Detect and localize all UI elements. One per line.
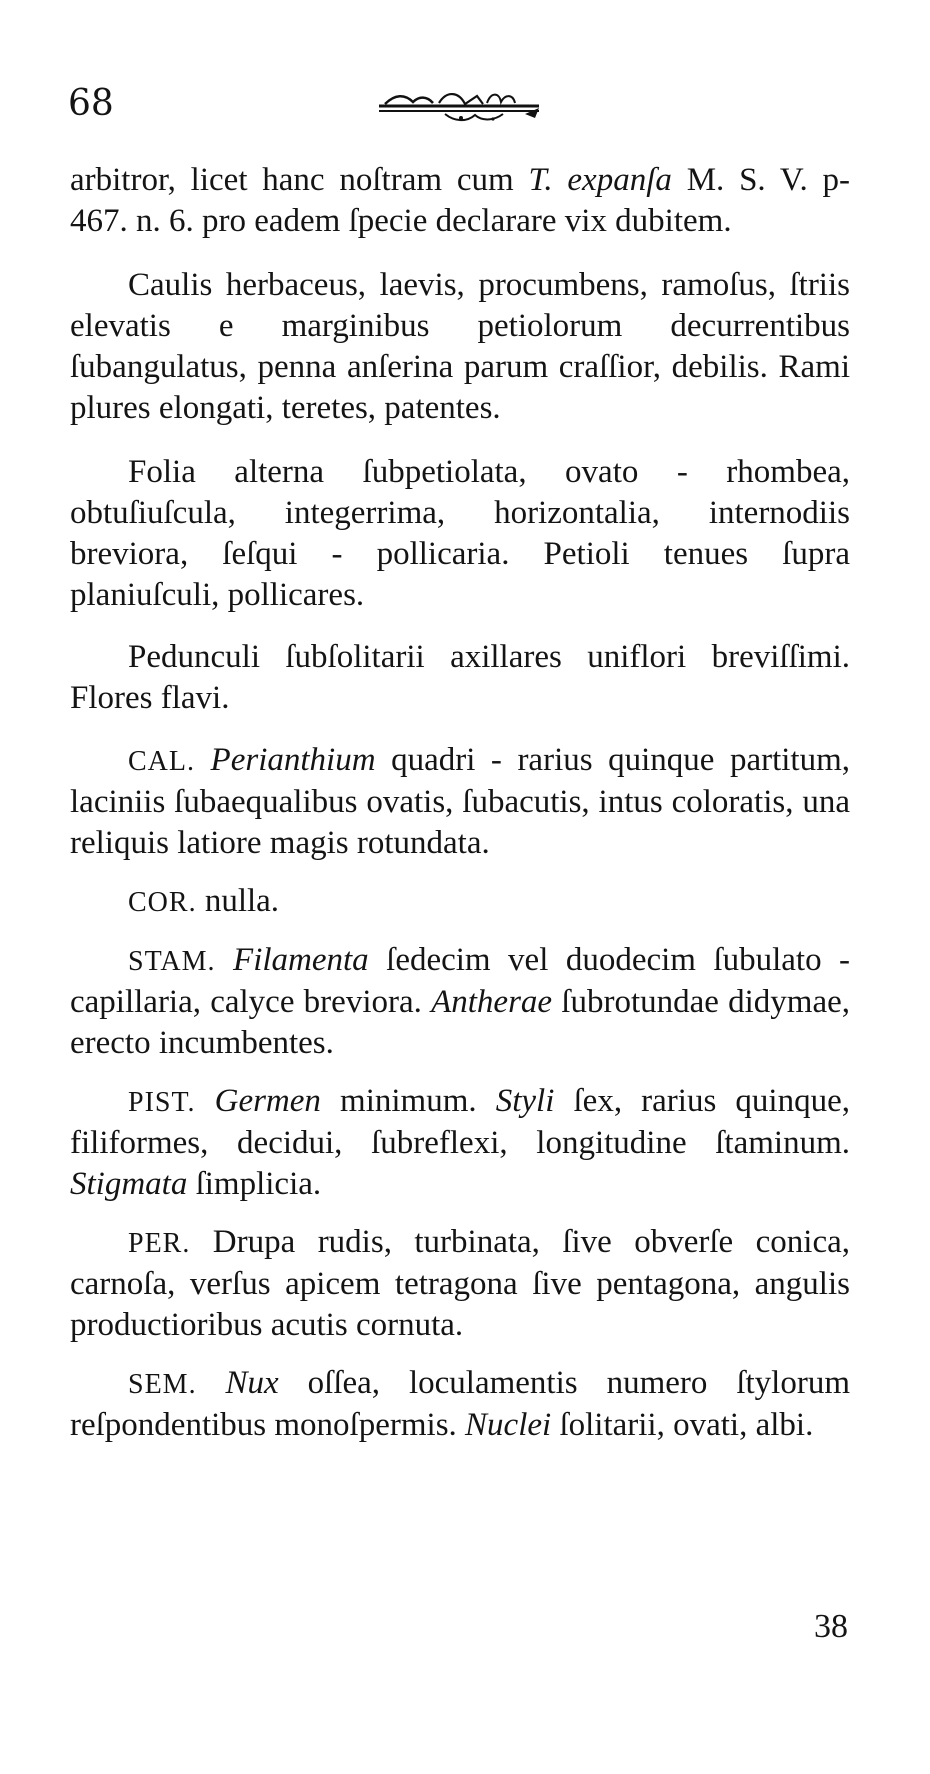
section-text: ſubrotundae didymae, erecto incumbentes. [70, 984, 850, 1061]
species-reference: T. expanſa [528, 162, 672, 198]
section-text: nulla. [204, 883, 280, 919]
paragraph-pedunculi: Pedunculi ſubſolitarii axillares uniflori breviſſimi. Flores flavi. [70, 639, 850, 716]
section-stamina [70, 940, 850, 1064]
section-text: ſex, rarius quinque, filiformes, decidui, ſubreflexi, longitudine ſtaminum. [70, 1083, 850, 1161]
section-label: PIST. [128, 1087, 196, 1118]
section-corolla [70, 881, 850, 923]
section-text: ſimplicia. [195, 1166, 322, 1202]
section-calyx [70, 740, 850, 864]
paragraph-folia: Folia alterna ſubpetiolata, ovato - rhombea, obtuſiuſcula, integerrima, horizontalia, internodiis breviora, ſeſqui - pollicaria. Petioli tenues ſupra planiuſculi, pollicares. [70, 454, 850, 613]
section-term: Stigmata [70, 1166, 188, 1202]
page-body [70, 160, 850, 1446]
section-text: quadri - rarius quinque partitum, laciniis ſubaequalibus ovatis, ſubacutis, intus coloratis, una reliquis latiore magis rotundata. [70, 742, 851, 861]
section-term: Filamenta [233, 942, 369, 978]
section-label: SEM. [128, 1369, 197, 1400]
signature-mark: 38 [814, 1608, 848, 1645]
paragraph-continuation [70, 160, 850, 242]
section-label: PER. [128, 1228, 191, 1259]
section-pericarpium [70, 1222, 850, 1346]
section-text: ſedecim vel duodecim ſubulato - capillaria, calyce breviora. [70, 942, 851, 1020]
section-label: STAM. [128, 946, 216, 977]
section-text: oſſea, loculamentis numero ſtylorum reſpondentibus monoſpermis. [70, 1365, 850, 1443]
paragraph-text: M. S. V. p- 467. n. 6. pro eadem ſpecie declarare vix dubitem. [70, 162, 851, 239]
section-pistillum [70, 1081, 850, 1205]
section-text: minimum. [340, 1083, 477, 1119]
paragraph-text: arbitror, licet hanc noſtram cum [70, 162, 514, 198]
paragraph-caulis: Caulis herbaceus, laevis, procumbens, ramoſus, ſtriis elevatis e marginibus petiolorum decurrentibus ſubangulatus, penna anſerina parum craſſior, debilis. Rami plures elongati, teretes, patentes. [70, 267, 850, 426]
section-term: Nux [225, 1365, 279, 1401]
header-ornament-icon [375, 82, 545, 128]
page-number: 68 [68, 83, 114, 124]
section-label: CAL. [128, 746, 195, 777]
section-term: Antherae [431, 984, 553, 1020]
section-term: Nuclei [465, 1407, 552, 1443]
section-term: Perianthium [210, 742, 376, 778]
section-semen [70, 1363, 850, 1446]
section-term: Styli [495, 1083, 555, 1119]
section-label: COR. [128, 887, 197, 918]
section-text: ſolitarii, ovati, albi. [559, 1407, 814, 1443]
section-term: Germen [214, 1083, 321, 1119]
section-text: Drupa rudis, turbinata, ſive obverſe conica, carnoſa, verſus apicem tetragona ſive pentagona, angulis productioribus acutis cornuta. [70, 1224, 850, 1343]
